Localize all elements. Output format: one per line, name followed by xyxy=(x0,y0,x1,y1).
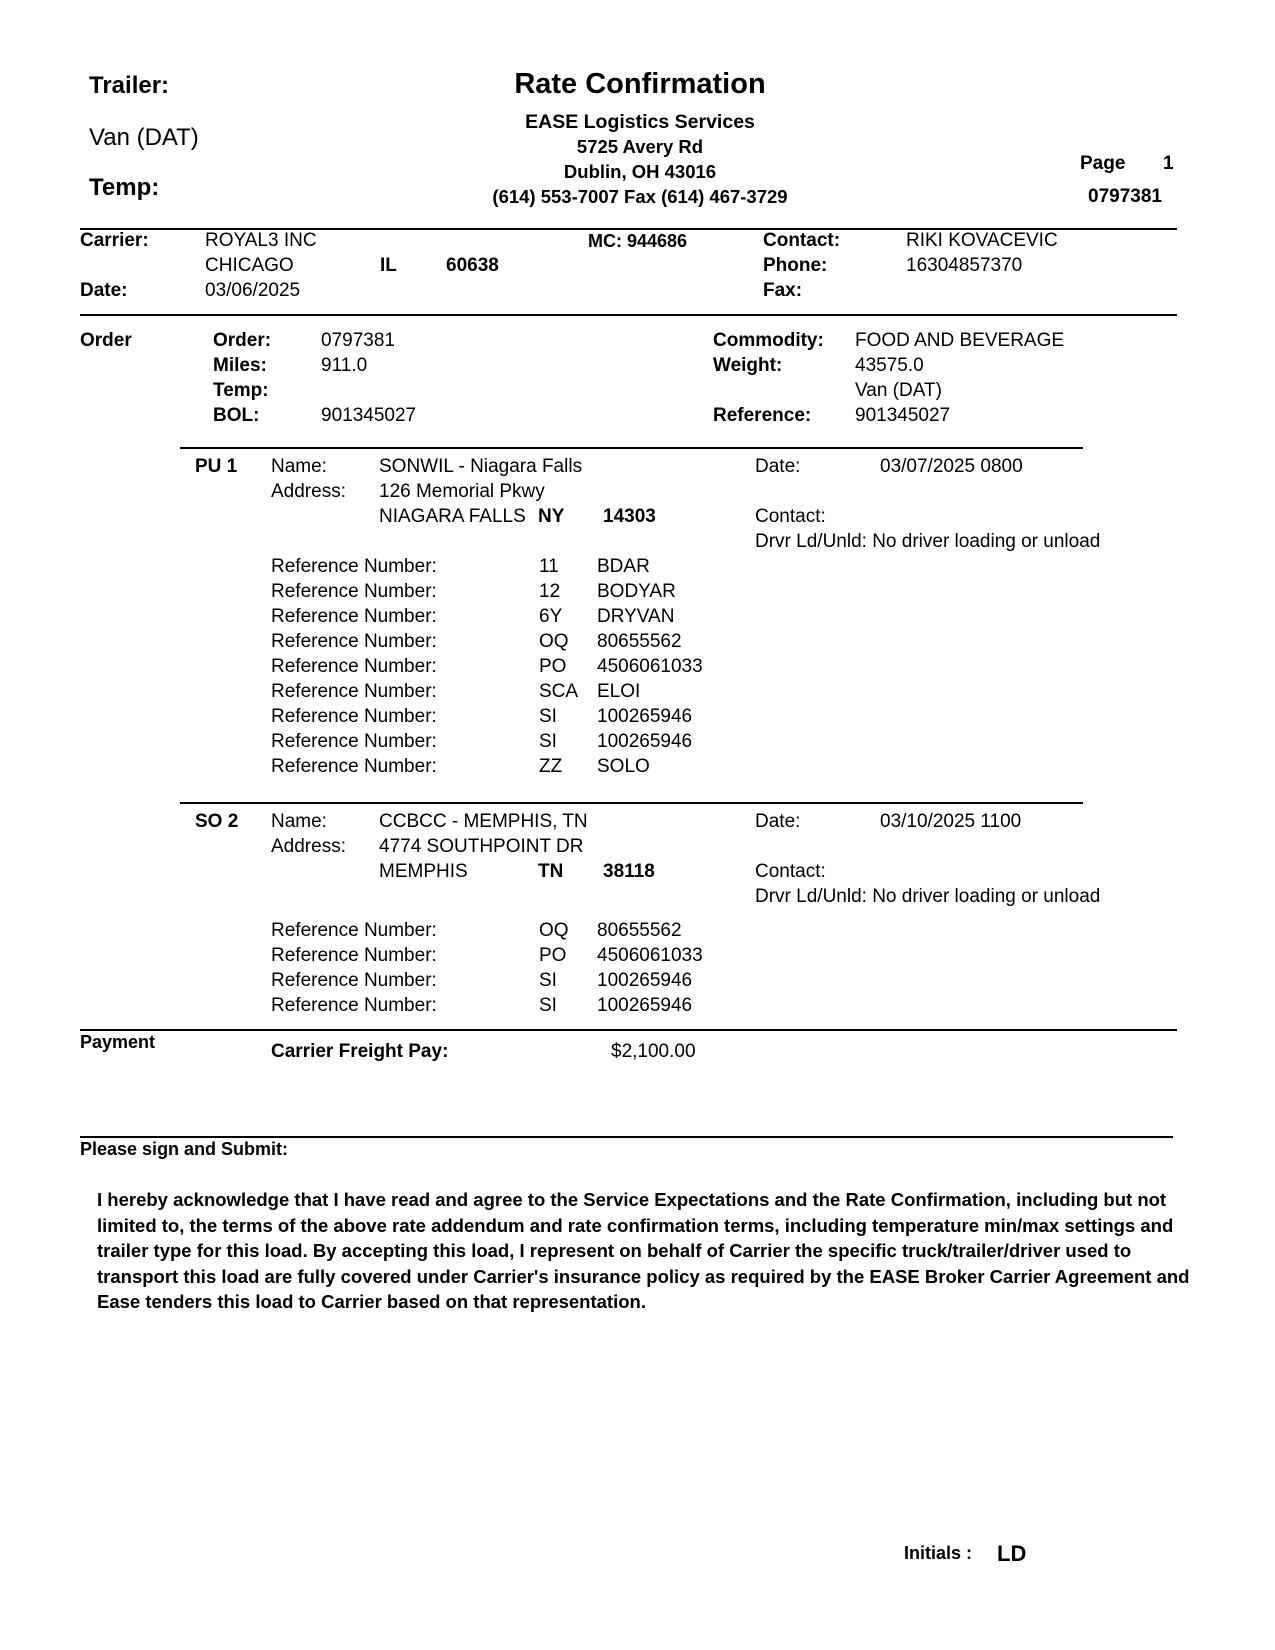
miles-value: 911.0 xyxy=(321,355,368,376)
carrier-mc: MC: 944686 xyxy=(588,231,688,251)
stop-name-label: Name: xyxy=(271,811,327,832)
freight-pay-value: $2,100.00 xyxy=(611,1041,696,1062)
page-title: Rate Confirmation xyxy=(514,68,766,100)
carrier-state: IL xyxy=(380,255,397,276)
reference-value: BDAR xyxy=(597,556,650,577)
carrier-label: Carrier: xyxy=(80,230,149,251)
reference-qualifier: 11 xyxy=(539,556,559,577)
company-phone: (614) 553-7007 Fax (614) 467-3729 xyxy=(492,186,788,207)
carrier-name: ROYAL3 INC xyxy=(205,230,317,251)
reference-label: Reference Number: xyxy=(271,581,437,602)
carrier-date: 03/06/2025 xyxy=(205,280,301,301)
divider-line xyxy=(80,1029,1177,1031)
stop-address: 126 Memorial Pkwy xyxy=(379,481,545,502)
divider-line xyxy=(80,314,1177,316)
freight-pay-label: Carrier Freight Pay: xyxy=(271,1041,449,1062)
initials-label: Initials : xyxy=(904,1543,973,1563)
reference-value: 80655562 xyxy=(597,920,682,941)
reference-value: ELOI xyxy=(597,681,641,702)
reference-qualifier: SCA xyxy=(539,681,579,702)
company-name: EASE Logistics Services xyxy=(525,111,755,133)
reference-label: Reference Number: xyxy=(271,556,437,577)
order-section-label: Order xyxy=(80,330,132,351)
reference-qualifier: OQ xyxy=(539,920,569,941)
company-address: 5725 Avery Rd xyxy=(576,136,704,157)
stop-state: TN xyxy=(538,861,564,882)
stop-driver-note: Drvr Ld/Unld: No driver loading or unload xyxy=(755,886,1101,907)
stop-code: PU 1 xyxy=(195,456,238,477)
initials-value: LD xyxy=(997,1541,1027,1566)
stop-contact-label: Contact: xyxy=(755,506,826,527)
stop-name: CCBCC - MEMPHIS, TN xyxy=(379,811,588,832)
reference-qualifier: PO xyxy=(539,656,567,677)
stop-date-label: Date: xyxy=(755,811,801,832)
reference-value: BODYAR xyxy=(597,581,676,602)
carrier-phone-label: Phone: xyxy=(763,255,828,276)
reference-qualifier: OQ xyxy=(539,631,569,652)
carrier-date-label: Date: xyxy=(80,280,128,301)
reference-qualifier: SI xyxy=(539,731,557,752)
stop-name: SONWIL - Niagara Falls xyxy=(379,456,583,477)
stop-date-label: Date: xyxy=(755,456,801,477)
reference-value: 4506061033 xyxy=(597,656,703,677)
commodity-label: Commodity: xyxy=(713,330,824,351)
stop-zip: 38118 xyxy=(603,861,655,882)
bol-label: BOL: xyxy=(213,405,260,426)
stop-contact-label: Contact: xyxy=(755,861,826,882)
doc-number: 0797381 xyxy=(1088,186,1162,207)
reference-value: 901345027 xyxy=(855,405,951,426)
stop-city: NIAGARA FALLS xyxy=(379,506,526,527)
acknowledgement-text: I hereby acknowledge that I have read and agree to the Service Expectations and the Rate Confirmation, including but not limited to, the terms of the above rate addendum and rate confirmation terms, including temperature min/max settings and trailer type for this load. By accepting this load, I represent on behalf of Carrier the specific truck/trailer/driver used to transport this load are fully covered under Carrier's insurance policy as required by the EASE Broker Carrier Agreement and Ease tenders this load to Carrier based on that representation. xyxy=(97,1189,1190,1312)
page-label: Page xyxy=(1080,153,1126,174)
reference-label: Reference Number: xyxy=(271,970,437,991)
stop-date: 03/07/2025 0800 xyxy=(880,456,1023,477)
temp-label: Temp: xyxy=(89,174,160,201)
stop-address-label: Address: xyxy=(271,481,346,502)
bol-value: 901345027 xyxy=(321,405,417,426)
stop-state: NY xyxy=(538,506,565,527)
reference-value: 100265946 xyxy=(597,731,693,752)
reference-value: 80655562 xyxy=(597,631,682,652)
reference-qualifier: SI xyxy=(539,995,557,1016)
stop-driver-note: Drvr Ld/Unld: No driver loading or unload xyxy=(755,531,1101,552)
weight-value: 43575.0 xyxy=(855,355,924,376)
reference-label: Reference Number: xyxy=(271,631,437,652)
stop-zip: 14303 xyxy=(603,506,656,527)
divider-line xyxy=(80,1136,1173,1138)
carrier-phone: 16304857370 xyxy=(906,255,1023,276)
reference-label: Reference Number: xyxy=(271,995,437,1016)
reference-label: Reference Number: xyxy=(271,945,437,966)
order-label: Order: xyxy=(213,330,272,351)
carrier-fax-label: Fax: xyxy=(763,280,803,301)
reference-value: DRYVAN xyxy=(597,606,675,627)
order-temp-label: Temp: xyxy=(213,380,269,401)
reference-qualifier: SI xyxy=(539,970,557,991)
carrier-city: CHICAGO xyxy=(205,255,294,276)
reference-value: 100265946 xyxy=(597,970,693,991)
carrier-contact-label: Contact: xyxy=(763,230,841,251)
reference-value: 4506061033 xyxy=(597,945,703,966)
sign-heading: Please sign and Submit: xyxy=(80,1139,289,1159)
order-number: 0797381 xyxy=(321,330,395,351)
reference-label: Reference Number: xyxy=(271,606,437,627)
payment-section-label: Payment xyxy=(80,1032,156,1052)
commodity-value: FOOD AND BEVERAGE xyxy=(855,330,1065,351)
divider-line xyxy=(180,447,1083,449)
trailer-value: Van (DAT) xyxy=(89,124,199,151)
reference-label: Reference: xyxy=(713,405,812,426)
reference-label: Reference Number: xyxy=(271,656,437,677)
reference-qualifier: PO xyxy=(539,945,567,966)
trailer-label: Trailer: xyxy=(89,72,170,99)
stop-code: SO 2 xyxy=(195,811,239,832)
miles-label: Miles: xyxy=(213,355,267,376)
stop-address: 4774 SOUTHPOINT DR xyxy=(379,836,584,857)
page-number: 1 xyxy=(1163,153,1174,174)
reference-qualifier: 6Y xyxy=(539,606,563,627)
company-city: Dublin, OH 43016 xyxy=(563,161,717,182)
reference-qualifier: SI xyxy=(539,706,557,727)
reference-label: Reference Number: xyxy=(271,681,437,702)
reference-qualifier: 12 xyxy=(539,581,561,602)
carrier-zip: 60638 xyxy=(446,255,499,276)
stop-name-label: Name: xyxy=(271,456,327,477)
reference-label: Reference Number: xyxy=(271,731,437,752)
stop-date: 03/10/2025 1100 xyxy=(880,811,1022,832)
reference-label: Reference Number: xyxy=(271,756,437,777)
reference-value: 100265946 xyxy=(597,995,693,1016)
stop-city: MEMPHIS xyxy=(379,861,468,882)
equipment-value: Van (DAT) xyxy=(855,380,942,401)
stop-address-label: Address: xyxy=(271,836,346,857)
reference-value: SOLO xyxy=(597,756,650,777)
reference-value: 100265946 xyxy=(597,706,693,727)
weight-label: Weight: xyxy=(713,355,783,376)
divider-line xyxy=(180,802,1083,804)
reference-qualifier: ZZ xyxy=(539,756,563,777)
reference-label: Reference Number: xyxy=(271,706,437,727)
reference-label: Reference Number: xyxy=(271,920,437,941)
carrier-contact: RIKI KOVACEVIC xyxy=(906,230,1058,251)
